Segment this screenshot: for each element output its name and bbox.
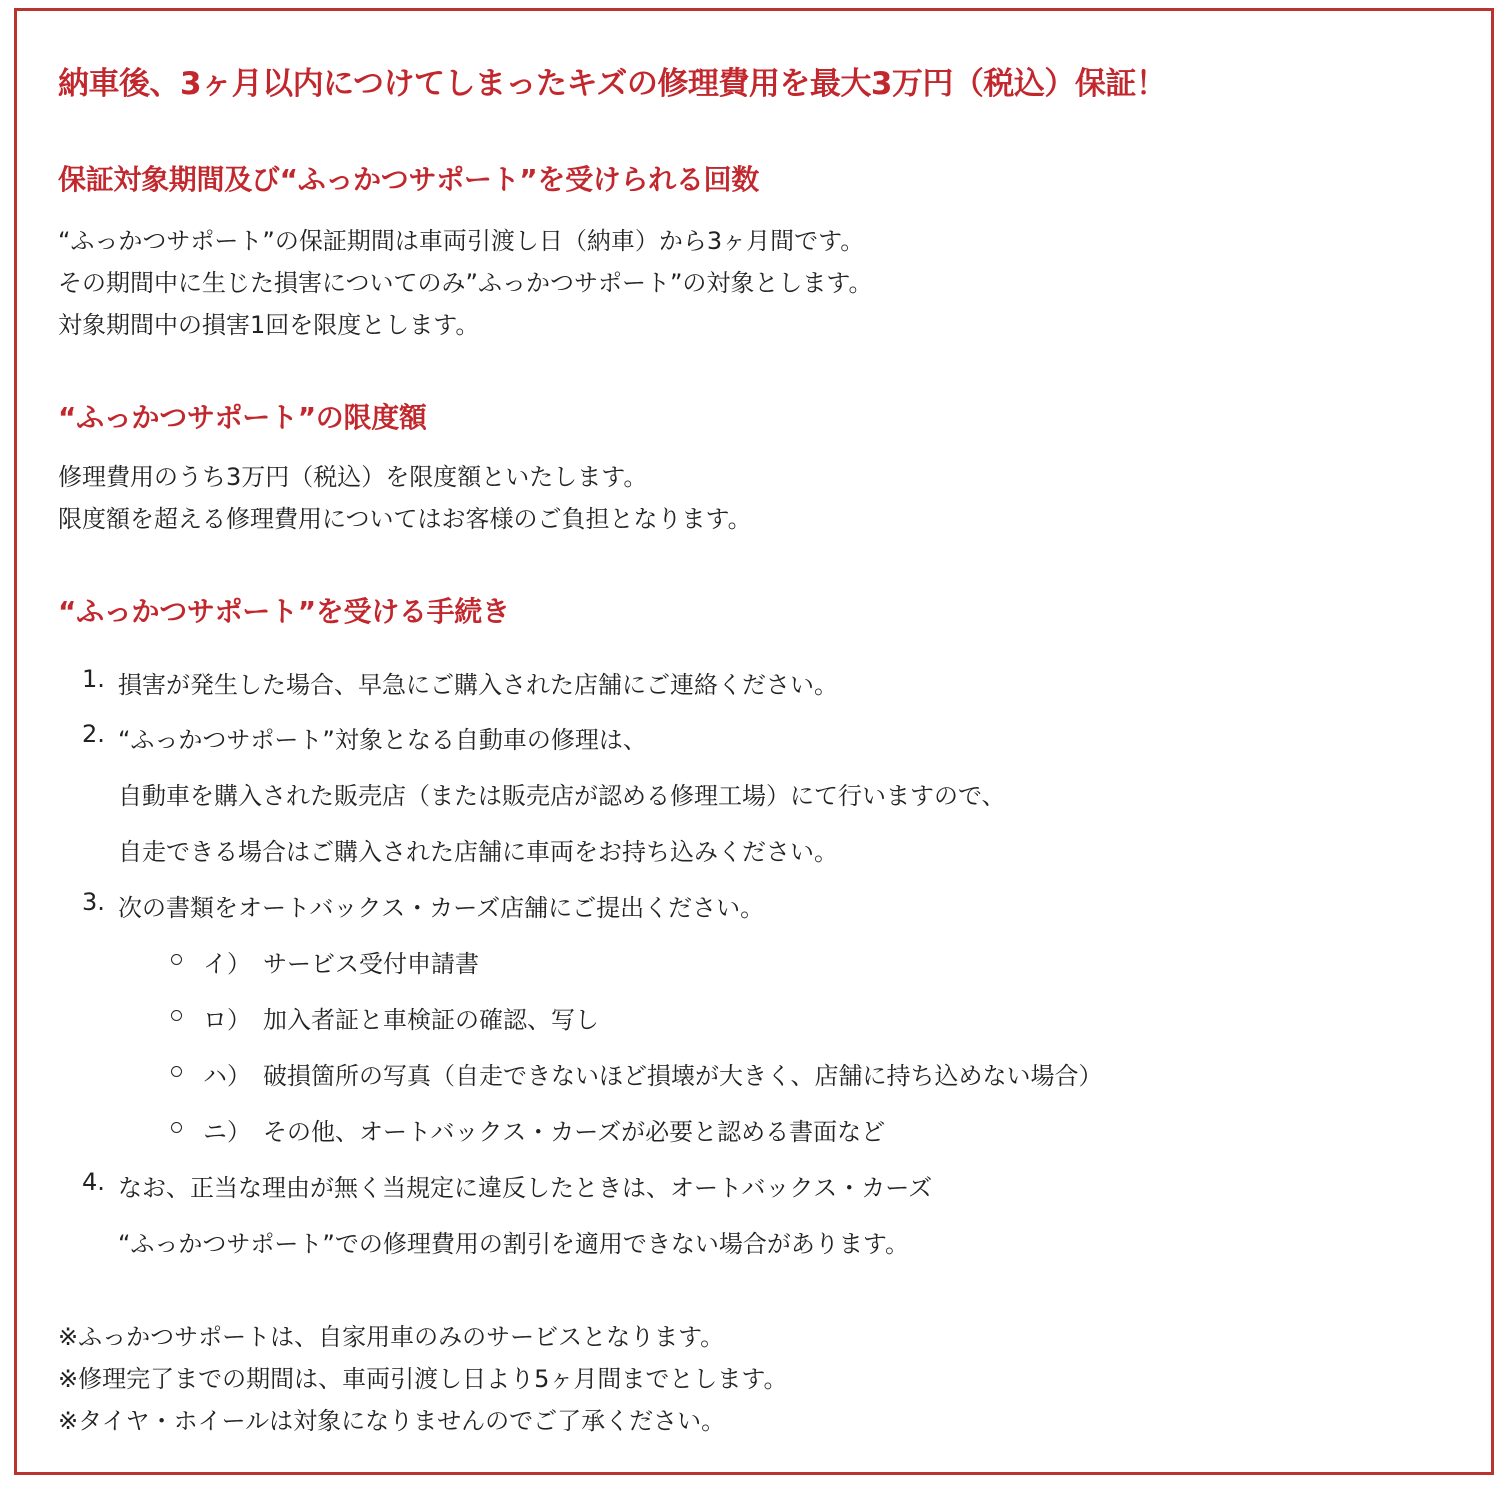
section-heading-limit: “ふっかつサポート”の限度額 xyxy=(58,401,427,434)
section-body-period xyxy=(58,220,872,346)
footnote: ※ふっかつサポートは、自家用車のみのサービスとなります。 xyxy=(58,1323,725,1351)
text-line: 修理費用のうち3万円（税込）を限度額といたします。 xyxy=(58,463,648,491)
list-number: 4. xyxy=(82,1168,105,1196)
section-heading-procedure: “ふっかつサポート”を受ける手続き xyxy=(58,595,510,628)
section-body-limit xyxy=(58,456,752,540)
sub-list-text: ロ） 加入者証と車検証の確認、写し xyxy=(203,1006,599,1034)
footnotes xyxy=(58,1316,787,1442)
list-text: 自動車を購入された販売店（または販売店が認める修理工場）にて行いますので、 xyxy=(118,782,1006,810)
list-text: “ふっかつサポート”対象となる自動車の修理は、 xyxy=(118,726,647,754)
circle-bullet-icon xyxy=(171,1122,182,1133)
list-text: なお、正当な理由が無く当規定に違反したときは、オートバックス・カーズ xyxy=(118,1174,933,1202)
text-line: 対象期間中の損害1回を限度とします。 xyxy=(58,311,480,339)
footnote: ※タイヤ・ホイールは対象になりませんのでご了承ください。 xyxy=(58,1407,726,1435)
list-number: 3. xyxy=(82,888,105,916)
circle-bullet-icon xyxy=(171,954,182,965)
list-number: 2. xyxy=(82,720,105,748)
list-text: 損害が発生した場合、早急にご購入された店舗にご連絡ください。 xyxy=(118,671,838,699)
text-line: “ふっかつサポート”の保証期間は車両引渡し日（納車）から3ヶ月間です。 xyxy=(58,227,865,255)
sub-list-text: イ） サービス受付申請書 xyxy=(203,950,479,978)
list-text: “ふっかつサポート”での修理費用の割引を適用できない場合があります。 xyxy=(118,1230,909,1258)
circle-bullet-icon xyxy=(171,1010,182,1021)
text-line: 限度額を超える修理費用についてはお客様のご負担となります。 xyxy=(58,505,752,533)
list-number: 1. xyxy=(82,665,105,693)
list-text: 自走できる場合はご購入された店舗に車両をお持ち込みください。 xyxy=(118,838,838,866)
text-line: その期間中に生じた損害についてのみ”ふっかつサポート”の対象とします。 xyxy=(58,269,873,297)
sub-list-text: ニ） その他、オートバックス・カーズが必要と認める書面など xyxy=(203,1118,886,1146)
page-title: 納車後、3ヶ月以内につけてしまったキズの修理費用を最大3万円（税込）保証！ xyxy=(58,66,1167,102)
list-text: 次の書類をオートバックス・カーズ店舗にご提出ください。 xyxy=(118,894,765,922)
footnote: ※修理完了までの期間は、車両引渡し日より5ヶ月間までとします。 xyxy=(58,1365,788,1393)
sub-list-text: ハ） 破損箇所の写真（自走できないほど損壊が大きく、店舗に持ち込めない場合） xyxy=(203,1062,1103,1090)
section-heading-period: 保証対象期間及び“ふっかつサポート”を受けられる回数 xyxy=(58,163,760,196)
circle-bullet-icon xyxy=(171,1066,182,1077)
